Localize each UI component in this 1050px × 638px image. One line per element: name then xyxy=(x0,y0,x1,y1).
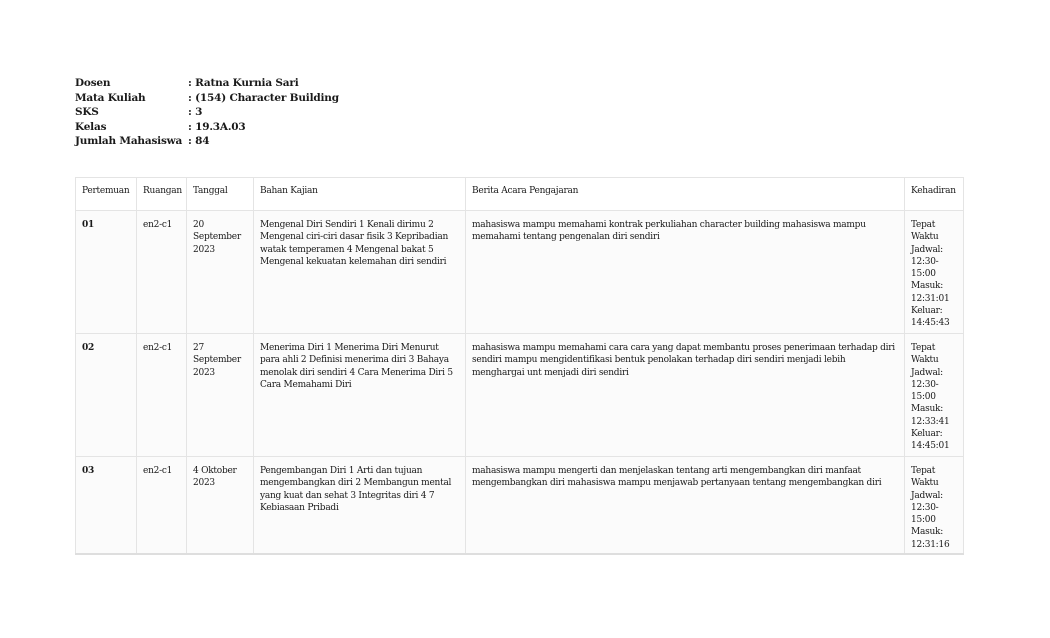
header-kehadiran: Kehadiran xyxy=(905,178,964,211)
dosen-label: Dosen xyxy=(75,77,111,89)
kehadiran-line: Masuk: xyxy=(911,404,943,415)
bahan-kajian-cell: Mengenal Diri Sendiri 1 Kenali dirimu 2 Mengenal ciri-ciri dasar fisik 3 Kepribadian watak temperamen 4 Mengenal bakat 5 Mengenal kekuatan kelemahan diri sendiri xyxy=(254,211,466,334)
kehadiran-line: 12:30- xyxy=(911,379,939,390)
sks-label: SKS xyxy=(75,106,99,118)
kehadiran-line: 12:30- xyxy=(911,502,939,513)
kehadiran-line: Tepat xyxy=(911,343,936,353)
header-berita-acara: Berita Acara Pengajaran xyxy=(466,178,905,211)
matkul-label: Mata Kuliah xyxy=(75,91,146,104)
kehadiran-line: Waktu xyxy=(911,232,939,243)
header-tanggal: Tanggal xyxy=(187,178,254,211)
ruangan-cell: en2-c1 xyxy=(137,334,187,457)
course-info xyxy=(75,76,339,149)
attendance-table xyxy=(75,177,964,555)
kehadiran-line: Keluar: xyxy=(911,306,943,317)
bahan-kajian-cell: Pengembangan Diri 1 Arti dan tujuan mengembangkan diri 2 Membangun mental yang kuat dan sehat 3 Integritas diri 4 7 Kebiasaan Pribadi xyxy=(254,457,466,554)
tanggal-cell: 4 Oktober 2023 xyxy=(187,457,254,554)
info-row-matkul xyxy=(75,91,339,106)
table-header-row xyxy=(76,178,964,211)
kehadiran-line: Waktu xyxy=(911,355,939,366)
kehadiran-line: 12:31:16 xyxy=(911,539,950,550)
kehadiran-line: Jadwal: xyxy=(911,244,943,255)
header-pertemuan: Pertemuan xyxy=(76,178,137,211)
kehadiran-line: 15:00 xyxy=(911,269,936,280)
header-bahan-kajian: Bahan Kajian xyxy=(254,178,466,211)
kehadiran-line: 12:30- xyxy=(911,256,939,267)
info-row-jumlah xyxy=(75,134,339,149)
kehadiran-line: Jadwal: xyxy=(911,367,943,378)
table-row xyxy=(76,211,964,334)
kehadiran-cell xyxy=(905,457,964,554)
ruangan-cell: en2-c1 xyxy=(137,457,187,554)
berita-acara-cell: mahasiswa mampu memahami kontrak perkuliahan character building mahasiswa mampu memahami tentang pengenalan diri sendiri xyxy=(466,211,905,334)
kehadiran-line: 12:31:01 xyxy=(911,293,950,304)
kehadiran-line: 15:00 xyxy=(911,515,936,526)
berita-acara-cell: mahasiswa mampu mengerti dan menjelaskan tentang arti mengembangkan diri manfaat mengembangkan diri mahasiswa mampu menjawab pertanyaan tentang mengembangkan diri xyxy=(466,457,905,554)
kehadiran-line: 12:33:41 xyxy=(911,416,950,427)
kelas-value: : 19.3A.03 xyxy=(188,120,246,133)
table-row xyxy=(76,457,964,554)
info-row-sks xyxy=(75,105,339,120)
kehadiran-cell xyxy=(905,334,964,457)
tanggal-cell: 20 September 2023 xyxy=(187,211,254,334)
jumlah-label: Jumlah Mahasiswa xyxy=(75,135,183,147)
kehadiran-line: Masuk: xyxy=(911,281,943,292)
kehadiran-line: Waktu xyxy=(911,478,939,489)
kehadiran-line: 14:45:01 xyxy=(911,441,950,452)
kehadiran-line: 15:00 xyxy=(911,392,936,403)
kehadiran-line: Keluar: xyxy=(911,429,943,440)
berita-acara-cell: mahasiswa mampu memahami cara cara yang dapat membantu proses penerimaan terhadap diri sendiri mampu mengidentifikasi bentuk penolakan terhadap diri sendiri menjadi lebih menghargai unt menjadi diri sendiri xyxy=(466,334,905,457)
info-row-kelas xyxy=(75,120,339,135)
pertemuan-cell: 03 xyxy=(76,457,137,554)
kehadiran-line: Masuk: xyxy=(911,527,943,538)
ruangan-cell: en2-c1 xyxy=(137,211,187,334)
matkul-value: : (154) Character Building xyxy=(188,91,339,104)
sks-value: : 3 xyxy=(188,106,203,118)
jumlah-value: : 84 xyxy=(188,135,210,147)
dosen-value: : Ratna Kurnia Sari xyxy=(188,77,299,89)
kehadiran-line: Tepat xyxy=(911,220,936,230)
kehadiran-line: Jadwal: xyxy=(911,490,943,501)
table-row xyxy=(76,334,964,457)
kelas-label: Kelas xyxy=(75,120,107,133)
header-ruangan: Ruangan xyxy=(137,178,187,211)
bahan-kajian-cell: Menerima Diri 1 Menerima Diri Menurut para ahli 2 Definisi menerima diri 3 Bahaya menolak diri sendiri 4 Cara Menerima Diri 5 Cara Memahami Diri xyxy=(254,334,466,457)
tanggal-cell: 27 September 2023 xyxy=(187,334,254,457)
kehadiran-cell xyxy=(905,211,964,334)
info-row-dosen xyxy=(75,76,339,91)
kehadiran-line: 14:45:43 xyxy=(911,318,950,329)
kehadiran-line: Tepat xyxy=(911,466,936,476)
pertemuan-cell: 01 xyxy=(76,211,137,334)
pertemuan-cell: 02 xyxy=(76,334,137,457)
